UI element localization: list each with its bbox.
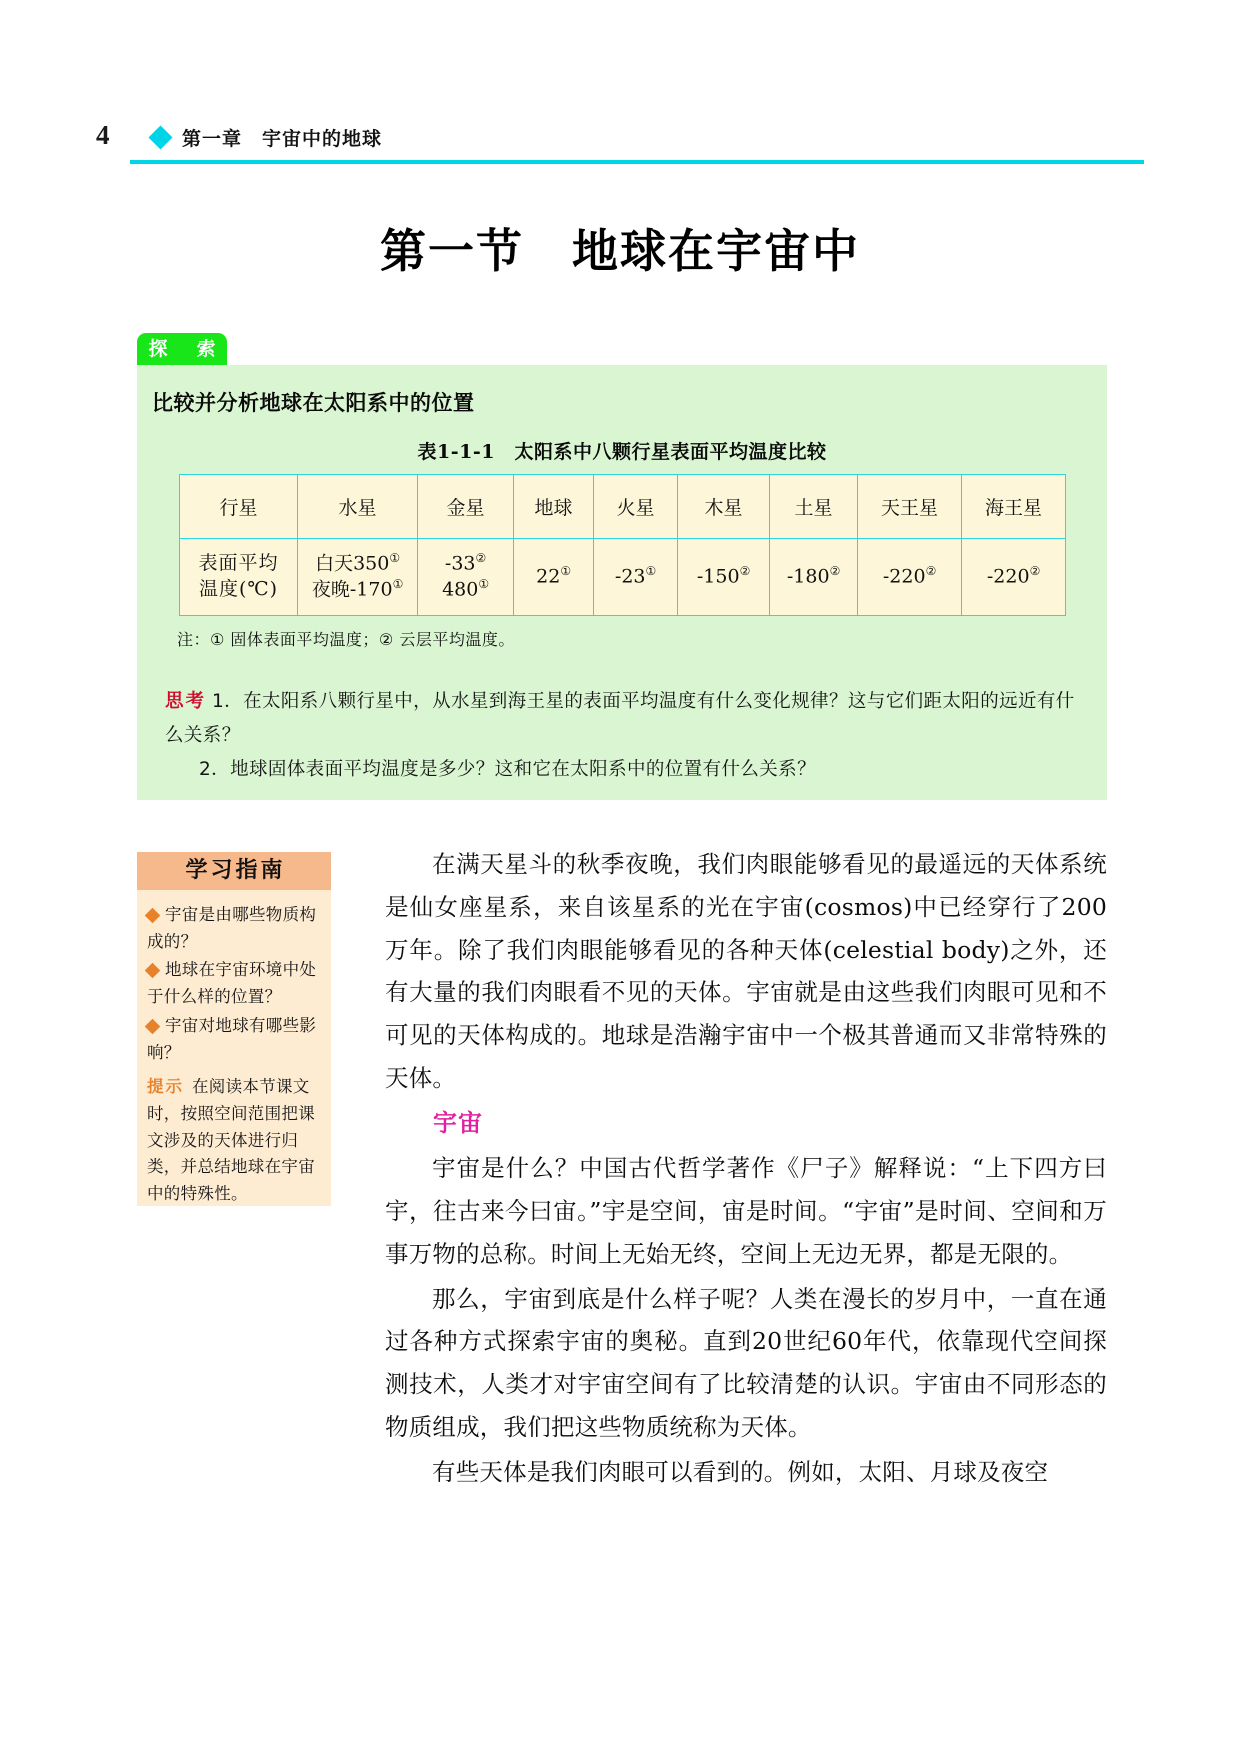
temp-cell-venus — [418, 539, 514, 616]
tip-text: 在阅读本节课文时，按照空间范围把课文涉及的天体进行归类，并总结地球在宇宙中的特殊性。 — [147, 1077, 315, 1204]
body-subheading: 宇宙 — [433, 1108, 483, 1137]
section-title: 第一节 地球在宇宙中 — [380, 224, 860, 278]
row-label-cell — [180, 539, 298, 616]
think-question-1: 1．在太阳系八颗行星中，从水星到海王星的表面平均温度有什么变化规律？这与它们距太阳的远近有什么关系？ — [165, 691, 1075, 747]
temp-cell-uranus — [858, 539, 962, 616]
think-label: 思考 — [165, 691, 207, 712]
body-paragraph-4: 有些天体是我们肉眼可以看到的。例如，太阳、月球及夜空 — [432, 1457, 1049, 1486]
diamond-bullet-icon — [145, 963, 161, 979]
explore-tab-label: 探 索 — [137, 333, 227, 366]
temp-line: -180② — [786, 564, 841, 588]
temp-line: 22① — [536, 564, 571, 588]
footnote-marker: ① — [645, 564, 657, 579]
temp-line: 夜晚-170① — [311, 577, 404, 601]
row-label-line1: 表面平均 — [198, 552, 279, 575]
table-header-cell: 地球 — [514, 475, 594, 539]
body-paragraph-2: 宇宙是什么？中国古代哲学著作《尸子》解释说：“上下四方曰宇，往古来今曰宙。”宇是空间，宙是时间。“宇宙”是时间、空间和万事万物的总称。时间上无始无终，空间上无边无界，都是无限的。 — [385, 1154, 1107, 1268]
explore-heading: 比较并分析地球在太阳系中的位置 — [152, 391, 475, 415]
temp-line: -33② — [444, 551, 487, 575]
temp-cell-saturn — [770, 539, 858, 616]
temp-cell-earth — [514, 539, 594, 616]
think-question-2: 2．地球固体表面平均温度是多少？这和它在太阳系中的位置有什么关系？ — [199, 759, 816, 781]
temp-line: 白天350① — [315, 551, 400, 575]
page-header — [96, 118, 1144, 164]
page-number: 4 — [96, 120, 110, 150]
chapter-title: 第一章 宇宙中的地球 — [182, 128, 383, 150]
table-header-row — [180, 475, 1066, 539]
table-header-cell: 土星 — [770, 475, 858, 539]
temp-cell-mars — [594, 539, 678, 616]
diamond-icon — [148, 125, 172, 149]
guide-tip — [147, 1074, 321, 1208]
diamond-bullet-icon — [145, 1019, 161, 1035]
footnote-marker: ① — [389, 551, 400, 566]
guide-item — [147, 957, 321, 1010]
diamond-bullet-icon — [145, 908, 161, 924]
tip-label: 提示 — [147, 1077, 184, 1097]
temp-line: -220② — [882, 564, 937, 588]
table-header-cell: 金星 — [418, 475, 514, 539]
row-label-line2: 温度(℃) — [198, 578, 279, 600]
footnote-marker: ② — [925, 564, 937, 579]
body-text-column — [385, 843, 1107, 1495]
footnote-marker: ② — [739, 564, 751, 579]
temp-line: -150② — [696, 564, 751, 588]
study-guide-body — [137, 890, 331, 1206]
temp-line: 480① — [442, 577, 489, 601]
think-block — [165, 685, 1090, 788]
table-header-cell: 行星 — [180, 475, 298, 539]
footnote-marker: ② — [475, 551, 487, 566]
temp-cell-neptune — [962, 539, 1066, 616]
explore-box — [137, 365, 1107, 800]
guide-item — [147, 1013, 321, 1066]
body-paragraph-1: 在满天星斗的秋季夜晚，我们肉眼能够看见的最遥远的天体系统是仙女座星系，来自该星系的光在宇宙(cosmos)中已经穿行了200万年。除了我们肉眼能够看见的各种天体(celestial body)之外，还有大量的我们肉眼看不见的天体。宇宙就是由这些我们肉眼可见和不可见的天体构成的。地球是浩瀚宇宙中一个极其普通而又非常特殊的天体。 — [385, 850, 1107, 1092]
footnote-marker: ② — [1029, 564, 1041, 579]
footnote-marker: ① — [478, 577, 489, 591]
temp-cell-mercury — [298, 539, 418, 616]
table-row — [180, 539, 1066, 616]
table-caption: 表1-1-1 太阳系中八颗行星表面平均温度比较 — [417, 441, 827, 463]
temp-line: -23① — [614, 564, 657, 588]
temp-line: -220② — [986, 564, 1041, 588]
body-paragraph-3: 那么，宇宙到底是什么样子呢？人类在漫长的岁月中，一直在通过各种方式探索宇宙的奥秘。直到20世纪60年代，依靠现代空间探测技术，人类才对宇宙空间有了比较清楚的认识。宇宙由不同形态的物质组成，我们把这些物质统称为天体。 — [385, 1284, 1107, 1441]
table-header-cell: 天王星 — [858, 475, 962, 539]
header-divider — [130, 160, 1144, 164]
footnote-marker: ② — [829, 564, 841, 579]
footnote-marker: ① — [560, 564, 571, 579]
guide-item — [147, 902, 321, 955]
study-guide-title: 学习指南 — [137, 852, 331, 890]
temp-cell-jupiter — [678, 539, 770, 616]
planet-temperature-table — [179, 474, 1066, 616]
footnote-marker: ① — [392, 577, 404, 591]
table-header-cell: 木星 — [678, 475, 770, 539]
guide-item-label: 地球在宇宙环境中处于什么样的位置？ — [147, 960, 317, 1007]
guide-item-label: 宇宙对地球有哪些影响？ — [147, 1015, 317, 1062]
table-footnote: 注：① 固体表面平均温度；② 云层平均温度。 — [177, 630, 515, 649]
guide-item-label: 宇宙是由哪些物质构成的？ — [147, 905, 317, 951]
table-header-cell: 水星 — [298, 475, 418, 539]
think-line-1 — [165, 685, 1090, 753]
table-header-cell: 火星 — [594, 475, 678, 539]
table-header-cell: 海王星 — [962, 475, 1066, 539]
